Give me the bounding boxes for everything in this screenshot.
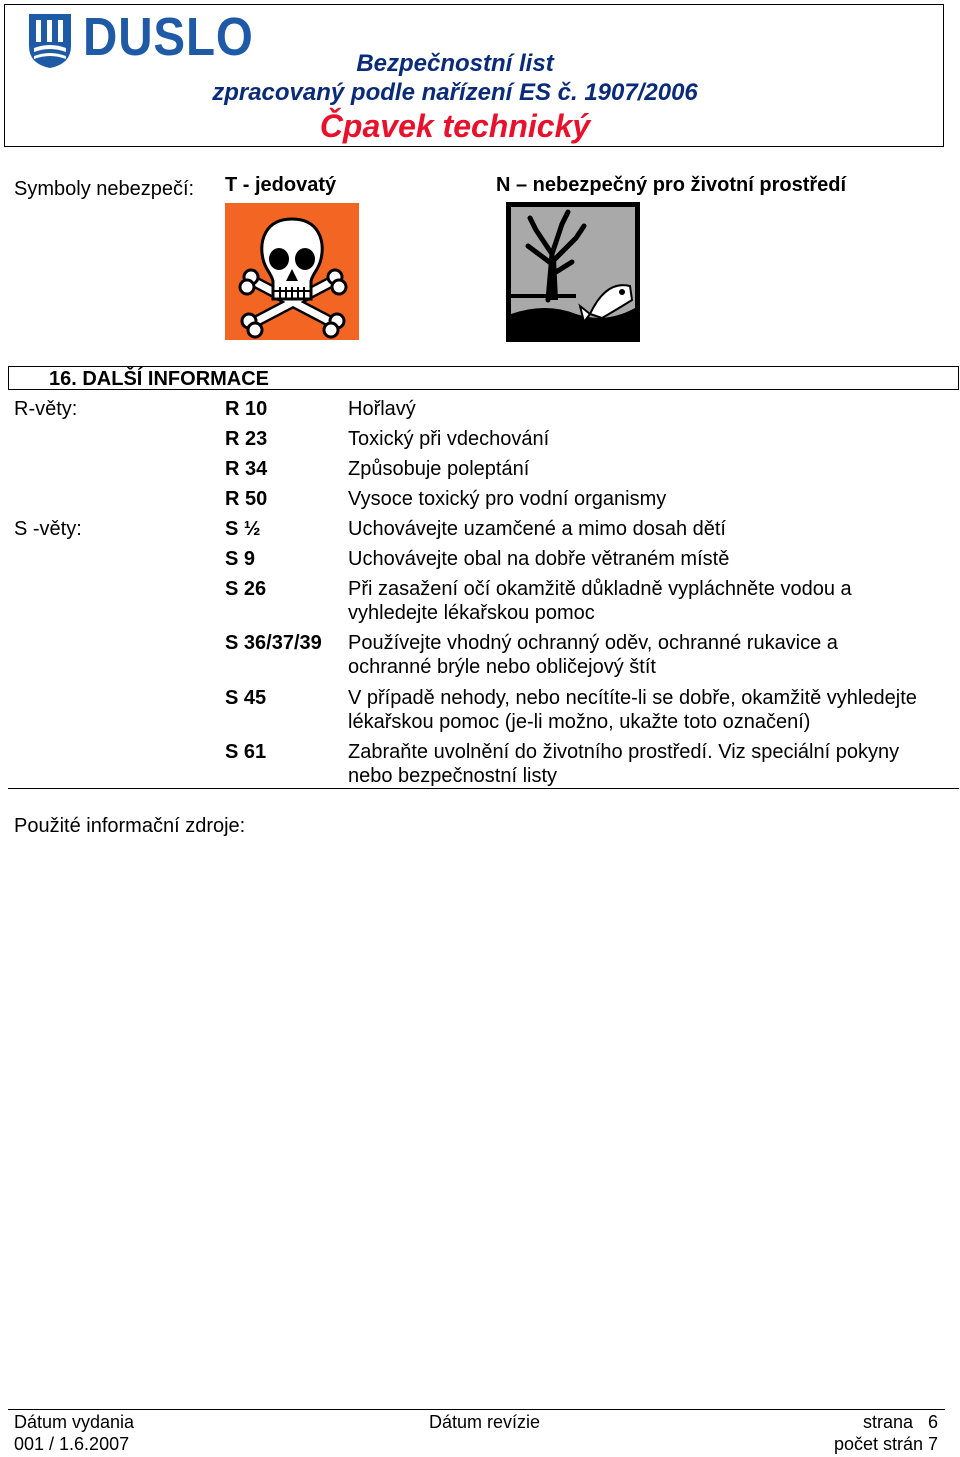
phrase-code: S ½	[225, 518, 261, 540]
page-number: strana 6	[862, 1412, 938, 1432]
phrase-code: S 9	[225, 548, 256, 570]
doc-regulation: zpracovaný podle nařízení ES č. 1907/2006	[212, 79, 698, 106]
dead-tree-fish-icon	[506, 202, 640, 342]
page-count: počet strán 7	[833, 1434, 938, 1454]
section-header	[8, 366, 959, 390]
phrase-text: Toxický při vdechování	[348, 428, 550, 450]
title-block	[5, 49, 905, 145]
phrase-text: V případě nehody, nebo necítíte-li se dobře, okamžitě vyhledejte	[348, 687, 917, 709]
document-header	[4, 4, 944, 147]
issue-date-value: 001 / 1.6.2007	[14, 1434, 130, 1454]
phrase-text: Uchovávejte obal na dobře větraném místě	[348, 548, 730, 570]
phrase-code: R 10	[225, 398, 268, 420]
phrase-text: Uchovávejte uzamčené a mimo dosah dětí	[348, 518, 726, 540]
phrase-text: Způsobuje poleptání	[348, 458, 530, 480]
phrase-text: Hořlavý	[348, 398, 416, 420]
phrase-code: S 26	[225, 578, 267, 600]
footer-divider	[8, 1409, 945, 1410]
hazard-toxic-label: T - jedovatý	[225, 174, 337, 196]
section-title: 16. DALŠÍ INFORMACE	[49, 368, 270, 390]
hazard-symbols-label: Symboly nebezpečí:	[14, 178, 195, 200]
phrase-code: S 45	[225, 687, 267, 709]
doc-title: Bezpečnostní list	[356, 50, 554, 77]
hazard-environment-label: N – nebezpečný pro životní prostředí	[496, 174, 847, 196]
phrase-code: R 23	[225, 428, 268, 450]
phrase-code: R 34	[225, 458, 268, 480]
r-phrases-label: R-věty:	[14, 398, 78, 420]
phrase-text-continued: ochranné brýle nebo obličejový štít	[348, 656, 656, 678]
phrase-text: Používejte vhodný ochranný oděv, ochranné rukavice a	[348, 632, 838, 654]
revision-date-label: Dátum revízie	[429, 1412, 541, 1432]
s-phrases-label: S -věty:	[14, 518, 82, 540]
phrase-code: S 36/37/39	[225, 632, 322, 654]
phrase-code: R 50	[225, 488, 268, 510]
phrase-text-continued: vyhledejte lékařskou pomoc	[348, 602, 595, 624]
phrase-code: S 61	[225, 741, 267, 763]
product-name: Čpavek technický	[319, 108, 591, 144]
skull-crossbones-icon	[225, 203, 359, 340]
phrase-text-continued: nebo bezpečnostní listy	[348, 765, 558, 787]
sources-label: Použité informační zdroje:	[14, 815, 246, 837]
phrase-text: Při zasažení očí okamžitě důkladně vypláchněte vodou a	[348, 578, 852, 600]
issue-date-label: Dátum vydania	[14, 1412, 135, 1432]
phrase-text-continued: lékařskou pomoc (je-li možno, ukažte toto označení)	[348, 711, 811, 733]
logo-wordmark: DUSLO	[83, 7, 254, 67]
phrase-text: Zabraňte uvolnění do životního prostředí. Viz speciální pokyny	[348, 741, 900, 763]
section-divider	[8, 788, 959, 789]
phrase-text: Vysoce toxický pro vodní organismy	[348, 488, 667, 510]
